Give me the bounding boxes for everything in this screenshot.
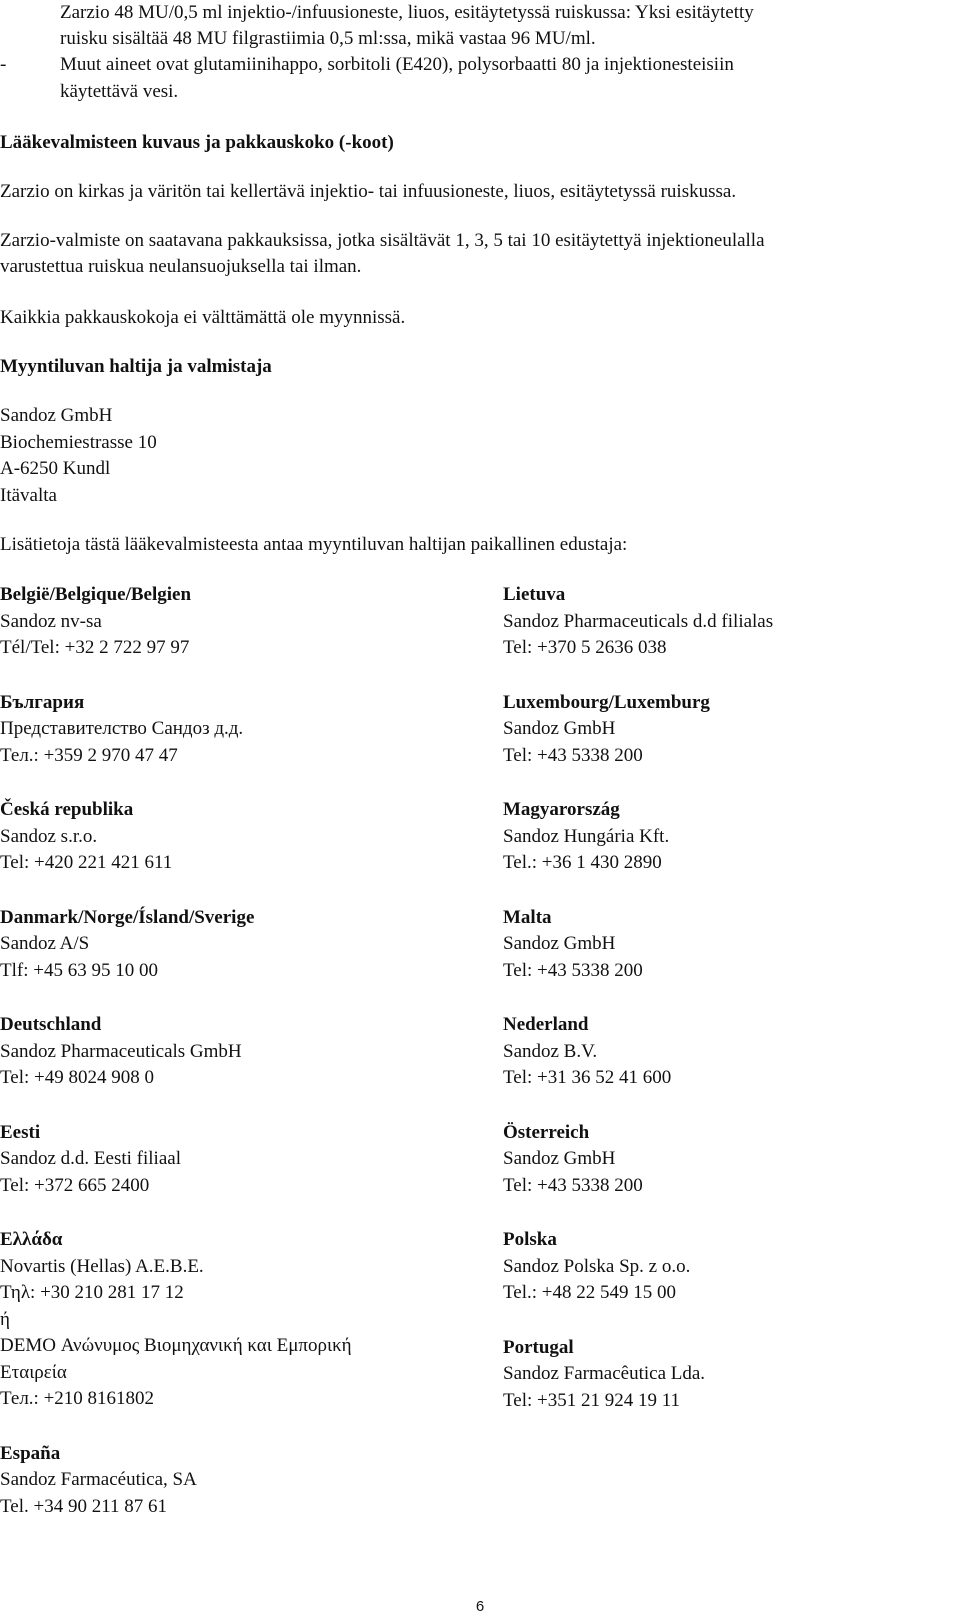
- representative-line: Tel: +49 8024 908 0: [0, 1067, 154, 1088]
- holder-address: [0, 403, 930, 509]
- representative-country: España: [0, 1442, 61, 1464]
- bullet-text: Muut aineet ovat glutamiinihappo, sorbitoli (E420), polysorbaatti 80 ja injektionesteisiin: [60, 54, 734, 75]
- representative-country: Luxembourg/Luxemburg: [503, 691, 710, 713]
- representative-entry: [0, 1120, 470, 1200]
- representative-entry: [503, 797, 960, 877]
- representative-line: Tel: +31 36 52 41 600: [503, 1067, 672, 1088]
- representative-line: ή: [0, 1308, 10, 1330]
- representative-line: Tel: +43 5338 200: [503, 1174, 643, 1196]
- intro-line: käytettävä vesi.: [60, 81, 179, 102]
- representative-line: Tel: +372 665 2400: [0, 1174, 150, 1196]
- representative-country: Portugal: [503, 1336, 574, 1358]
- representative-entry: [0, 905, 470, 985]
- representative-line: DEMO Ανώνυμος Βιομηχανική και Εμπορική: [0, 1335, 352, 1356]
- representative-entry: [0, 797, 470, 877]
- representative-entry: [503, 1012, 960, 1092]
- representative-entry: [503, 582, 960, 662]
- representative-line: Τηλ: +30 210 281 17 12: [0, 1282, 184, 1303]
- representative-entry: [0, 1441, 470, 1521]
- representative-line: Sandoz Hungária Kft.: [503, 825, 670, 847]
- representative-line: Tel.: +48 22 549 15 00: [503, 1282, 676, 1303]
- address-line: Sandoz GmbH: [0, 405, 113, 426]
- section-heading-description: Lääkevalmisteen kuvaus ja pakkauskoko (-koot): [0, 132, 394, 153]
- package-sizes-line: varustettua ruiskua neulansuojuksella tai ilman.: [0, 256, 362, 277]
- representative-line: Sandoz d.d. Eesti filiaal: [0, 1148, 181, 1169]
- representative-line: Novartis (Hellas) A.E.B.E.: [0, 1255, 204, 1277]
- representative-entry: [503, 1335, 960, 1415]
- representatives-left-column: [0, 582, 470, 1548]
- representative-country: Österreich: [503, 1121, 590, 1143]
- representative-country: Danmark/Norge/Ísland/Sverige: [0, 906, 255, 928]
- representative-line: Sandoz GmbH: [503, 933, 616, 954]
- representative-entry: [0, 1227, 470, 1413]
- address-line: A-6250 Kundl: [0, 458, 111, 479]
- representative-country: Česká republika: [0, 799, 134, 820]
- local-rep-intro: Lisätietoja tästä lääkevalmisteesta antaa myyntiluvan haltijan paikallinen edustaja:: [0, 534, 628, 555]
- representative-line: Sandoz Polska Sp. z o.o.: [503, 1255, 691, 1277]
- representative-line: Tlf: +45 63 95 10 00: [0, 959, 158, 981]
- representative-line: Tel: +420 221 421 611: [0, 852, 173, 873]
- representative-entry: [503, 905, 960, 985]
- representative-line: Sandoz Pharmaceuticals d.d filialas: [503, 610, 774, 632]
- representatives-right-column: [503, 582, 960, 1442]
- representative-country: Deutschland: [0, 1014, 102, 1035]
- representative-entry: [503, 1227, 960, 1307]
- page-number: 6: [475, 1598, 485, 1615]
- bullet-dash: -: [0, 54, 7, 75]
- representative-country: Malta: [503, 906, 552, 928]
- representative-line: Sandoz nv-sa: [0, 610, 102, 632]
- representative-line: Sandoz B.V.: [503, 1040, 598, 1062]
- intro-line: Zarzio 48 MU/0,5 ml injektio-/infuusioneste, liuos, esitäytetyssä ruiskussa: Yksi esitäytetty: [60, 2, 754, 23]
- representative-line: Sandoz s.r.o.: [0, 825, 98, 847]
- representative-country: Nederland: [503, 1014, 589, 1035]
- representative-entry: [503, 1120, 960, 1200]
- representative-entry: [0, 690, 470, 770]
- address-line: Biochemiestrasse 10: [0, 431, 157, 453]
- intro-line: ruisku sisältää 48 MU filgrastiimia 0,5 ml:ssa, mikä vastaa 96 MU/ml.: [60, 28, 596, 49]
- representative-line: Tel: +351 21 924 19 11: [503, 1389, 681, 1411]
- representative-line: Sandoz GmbH: [503, 718, 616, 739]
- representative-line: Tel.: +36 1 430 2890: [503, 852, 662, 873]
- representative-line: Sandoz Farmacéutica, SA: [0, 1469, 197, 1490]
- availability-note: Kaikkia pakkauskokoja ei välttämättä ole myynnissä.: [0, 307, 406, 328]
- representative-country: Magyarország: [503, 799, 620, 820]
- representative-entry: [0, 582, 470, 662]
- representative-country: Eesti: [0, 1121, 41, 1143]
- representative-entry: [503, 690, 960, 770]
- representative-line: Представителство Сандоз д.д.: [0, 718, 244, 739]
- representative-line: Tel: +43 5338 200: [503, 959, 643, 981]
- section-heading-holder: Myyntiluvan haltija ja valmistaja: [0, 356, 272, 377]
- representative-line: Тел.: +359 2 970 47 47: [0, 744, 178, 766]
- package-sizes-line: Zarzio-valmiste on saatavana pakkauksissa, jotka sisältävät 1, 3, 5 tai 10 esitäytettyä injektioneulalla: [0, 230, 765, 251]
- representative-line: Sandoz Pharmaceuticals GmbH: [0, 1040, 242, 1062]
- representative-line: Sandoz Farmacêutica Lda.: [503, 1363, 706, 1384]
- representative-country: Ελλάδα: [0, 1229, 63, 1250]
- representative-country: België/Belgique/Belgien: [0, 584, 192, 605]
- representative-line: Tel: +43 5338 200: [503, 744, 643, 766]
- representative-line: Sandoz GmbH: [503, 1148, 616, 1169]
- address-line: Itävalta: [0, 484, 57, 506]
- description-paragraph: Zarzio on kirkas ja väritön tai kellertävä injektio- tai infuusioneste, liuos, esitäytetyssä ruiskussa.: [0, 181, 737, 202]
- representative-line: Sandoz A/S: [0, 933, 90, 954]
- representative-line: Tel: +370 5 2636 038: [503, 637, 667, 658]
- representative-line: Εταιρεία: [0, 1361, 67, 1383]
- representative-entry: [0, 1012, 470, 1092]
- representative-line: Tel. +34 90 211 87 61: [0, 1495, 168, 1517]
- representative-country: Lietuva: [503, 584, 566, 605]
- representative-country: Polska: [503, 1229, 557, 1250]
- representative-line: Тел.: +210 8161802: [0, 1388, 155, 1409]
- representative-line: Tél/Tel: +32 2 722 97 97: [0, 637, 190, 658]
- representative-country: България: [0, 691, 85, 713]
